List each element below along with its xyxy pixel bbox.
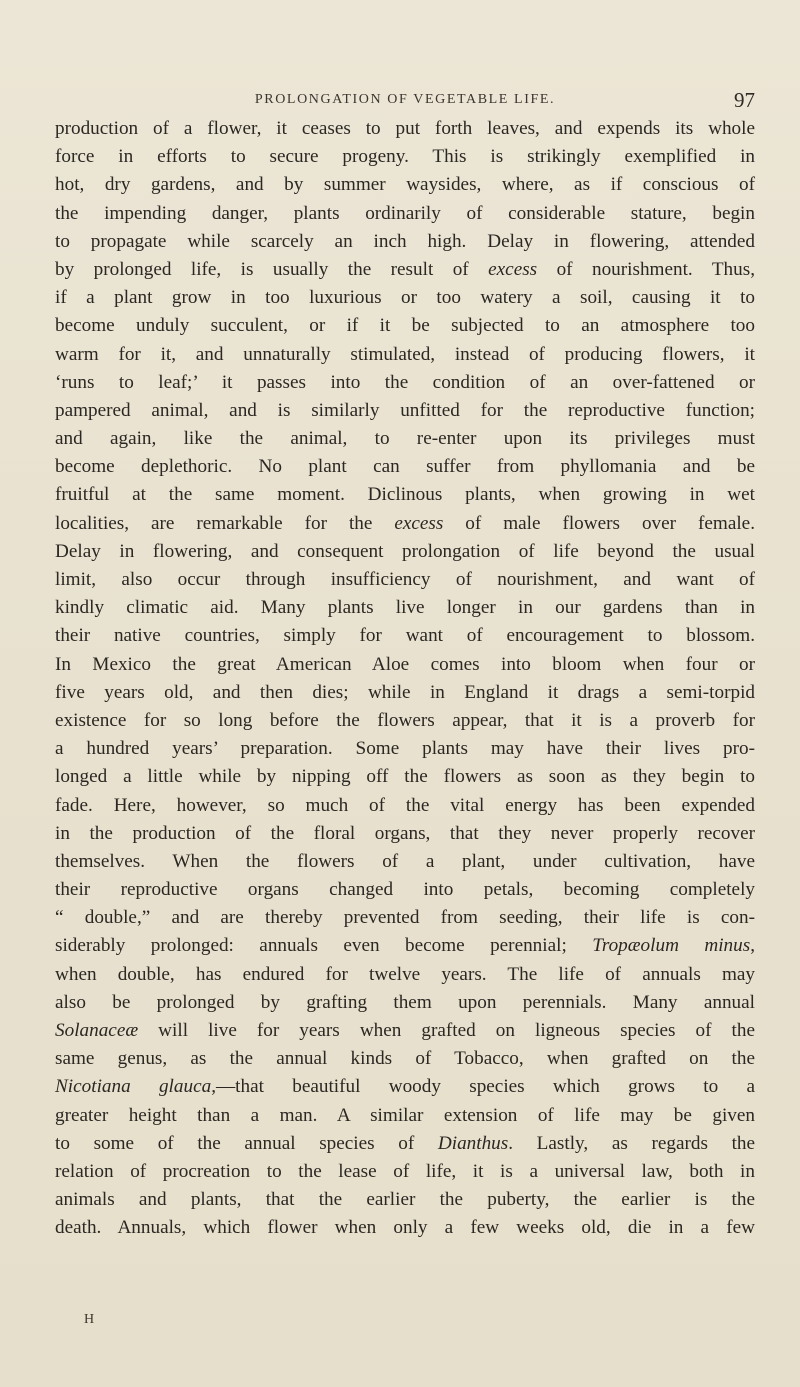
running-head bbox=[55, 88, 755, 112]
text-line: five years old, and then dies; while in England it drags a semi-torpid bbox=[55, 681, 755, 703]
text-line: greater height than a man. A similar extension of life may be given bbox=[55, 1104, 755, 1126]
text-line: longed a little while by nipping off the flowers as soon as they begin to bbox=[55, 766, 755, 788]
text-line: Nicotiana glauca,—that beautiful woody species which grows to a bbox=[55, 1076, 755, 1098]
text-line: themselves. When the flowers of a plant, under cultivation, have bbox=[55, 850, 755, 872]
text-line: hot, dry gardens, and by summer waysides, where, as if conscious of bbox=[55, 174, 755, 196]
text-line: In Mexico the great American Aloe comes into bloom when four or bbox=[55, 653, 755, 675]
text-line: their reproductive organs changed into petals, becoming completely bbox=[55, 879, 755, 901]
text-line: the impending danger, plants ordinarily of considerable stature, begin bbox=[55, 202, 755, 224]
text-line: limit, also occur through insufficiency of nourishment, and want of bbox=[55, 569, 755, 590]
text-line: and again, like the animal, to re-enter upon its privileges must bbox=[55, 428, 755, 450]
text-line: existence for so long before the flowers appear, that it is a proverb for bbox=[55, 709, 755, 731]
text-line: animals and plants, that the earlier the puberty, the earlier is the bbox=[55, 1189, 755, 1211]
text-line: a hundred years’ preparation. Some plants may have their lives pro- bbox=[55, 738, 755, 760]
text-line: warm for it, and unnaturally stimulated, instead of producing flowers, it bbox=[55, 343, 755, 365]
text-line: production of a flower, it ceases to put forth leaves, and expends its whole bbox=[55, 118, 755, 139]
text-line: ‘runs to leaf;’ it passes into the condition of an over-fattened or bbox=[55, 371, 755, 393]
running-head-title: PROLONGATION OF VEGETABLE LIFE. bbox=[254, 92, 556, 107]
page-number: 97 bbox=[734, 88, 755, 112]
text-line: same genus, as the annual kinds of Tobacco, when grafted on the bbox=[55, 1048, 755, 1070]
text-line: death. Annuals, which flower when only a few weeks old, die in a few bbox=[55, 1217, 755, 1239]
text-line: Solanaceæ will live for years when grafted on ligneous species of the bbox=[55, 1020, 755, 1041]
text-line: fruitful at the same moment. Diclinous plants, when growing in wet bbox=[55, 484, 755, 506]
text-line: in the production of the floral organs, that they never properly recover bbox=[55, 822, 755, 844]
text-line: their native countries, simply for want of encouragement to blossom. bbox=[55, 625, 755, 647]
body-paragraph bbox=[55, 115, 755, 1243]
text-line: to some of the annual species of Dianthus. Lastly, as regards the bbox=[55, 1132, 756, 1154]
text-line: siderably prolonged: annuals even become perennial; Tropæolum minus, bbox=[55, 935, 755, 957]
text-line: kindly climatic aid. Many plants live longer in our gardens than in bbox=[55, 597, 755, 619]
text-line: by prolonged life, is usually the result of excess of nourishment. Thus, bbox=[55, 258, 755, 280]
text-line: fade. Here, however, so much of the vital energy has been expended bbox=[55, 794, 755, 816]
text-line: also be prolonged by grafting them upon perennials. Many annual bbox=[55, 991, 755, 1013]
text-line: pampered animal, and is similarly unfitted for the reproductive function; bbox=[55, 399, 755, 421]
text-line: become deplethoric. No plant can suffer from phyllomania and be bbox=[55, 456, 755, 478]
text-line: localities, are remarkable for the excess of male flowers over female. bbox=[55, 512, 755, 534]
text-line: “ double,” and are thereby prevented from seeding, their life is con- bbox=[55, 907, 755, 929]
text-line: force in efforts to secure progeny. This is strikingly exemplified in bbox=[55, 146, 755, 168]
text-line: when double, has endured for twelve years. The life of annuals may bbox=[55, 963, 755, 985]
text-line: relation of procreation to the lease of life, it is a universal law, both in bbox=[55, 1160, 755, 1182]
text-line: if a plant grow in too luxurious or too watery a soil, causing it to bbox=[55, 287, 755, 309]
text-line: to propagate while scarcely an inch high. Delay in flowering, attended bbox=[55, 230, 755, 252]
text-line: become unduly succulent, or if it be subjected to an atmosphere too bbox=[55, 315, 755, 337]
text-line: Delay in flowering, and consequent prolongation of life beyond the usual bbox=[55, 540, 755, 562]
signature-mark: H bbox=[84, 1312, 96, 1327]
